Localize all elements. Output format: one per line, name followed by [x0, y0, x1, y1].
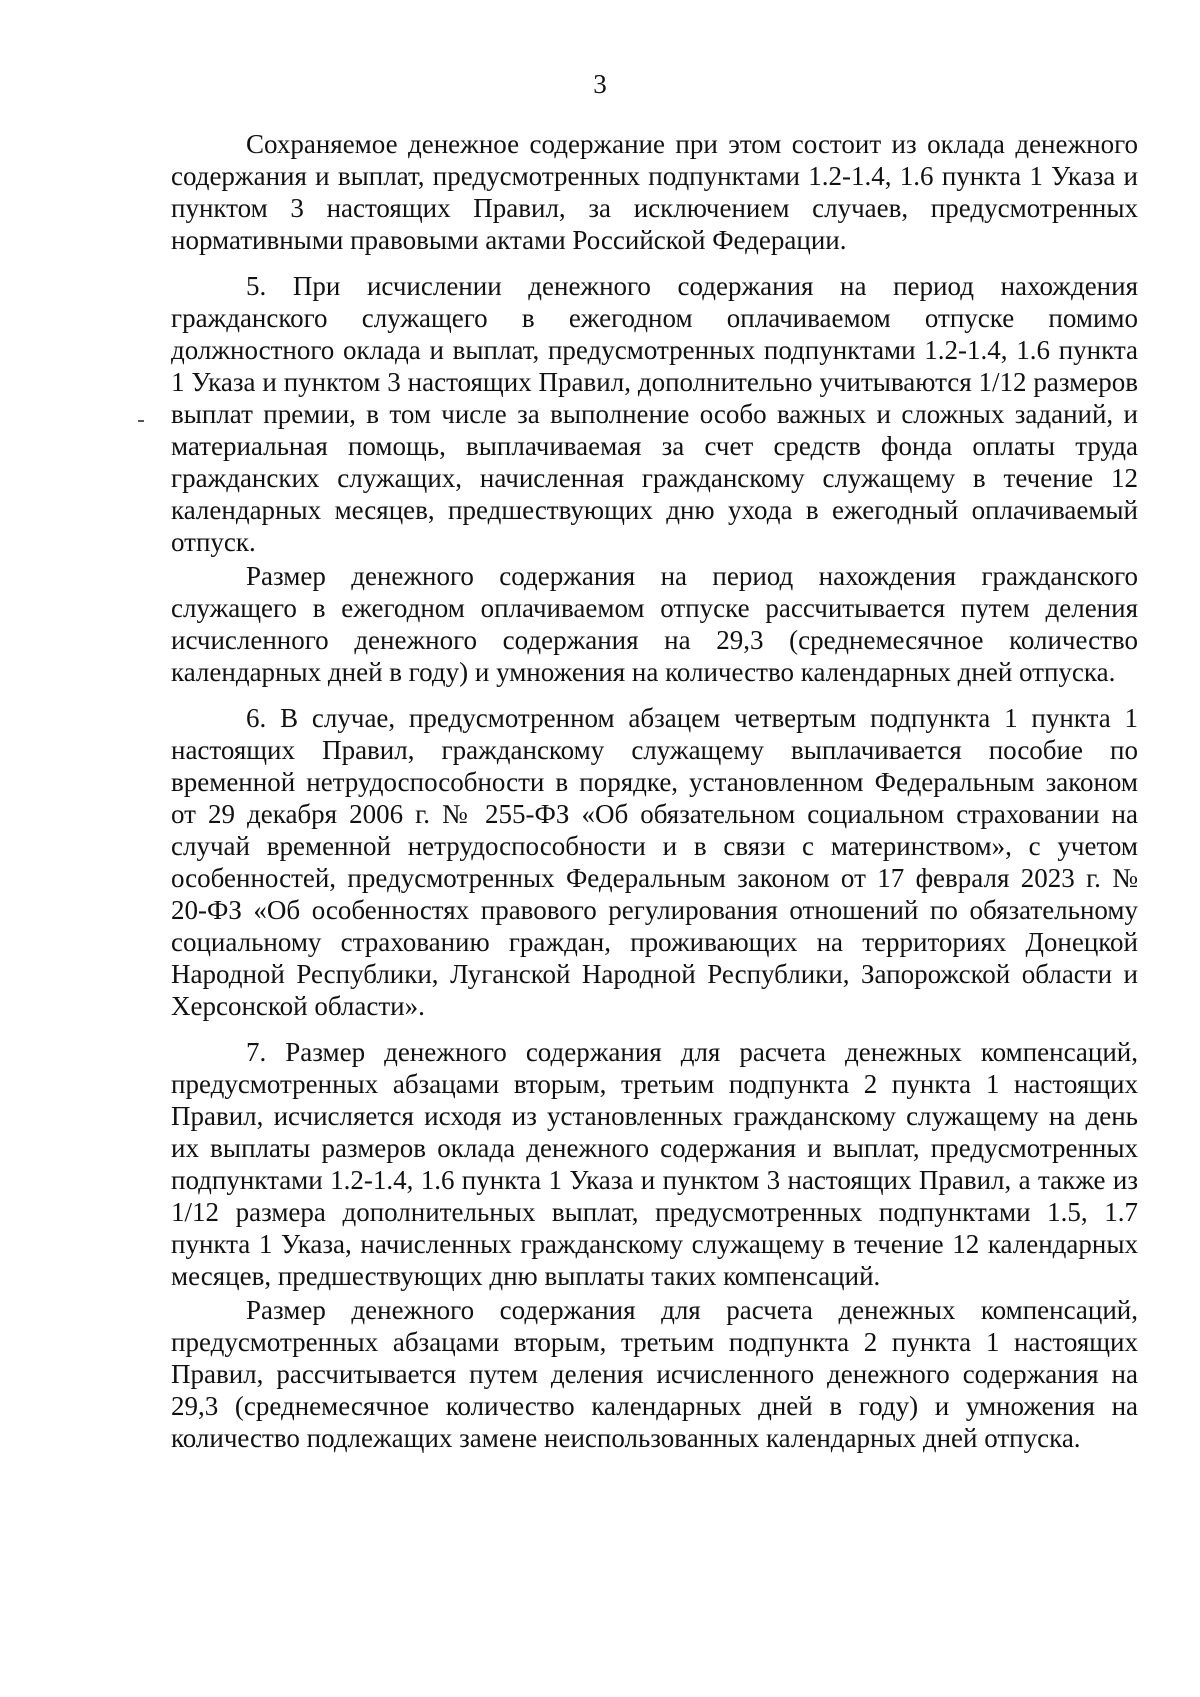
page-number: 3	[593, 69, 607, 99]
margin-mark	[138, 420, 144, 422]
paragraph-5-vacation-calculation: 5. При исчислении денежного содержания на период нахождения гражданского служащего в ежегодном оплачиваемом отпуске помимо должностного оклада и выплат, предусмотренных подпунктами 1.2-1.4, 1.6 пункта 1 Указа и пунктом 3 настоящих Правил, дополнительно учитываются 1/12 размеров выплат премии, в том числе за выполнение особо важных и сложных заданий, и материальная помощь, выплачиваемая за счет средств фонда оплаты труда гражданских служащих, начисленная гражданскому служащему в течение 12 календарных месяцев, предшествующих дню ухода в ежегодный оплачиваемый отпуск.	[171, 271, 1138, 557]
paragraph-compensation-salary-size: Размер денежного содержания для расчета денежных компенсаций, предусмотренных абзацами вторым, третьим подпункта 2 пункта 1 настоящих Правил, рассчитывается путем деления исчисленного денежного содержания на 29,3 (среднемесячное количество календарных дней в году) и умножения на количество подлежащих замене неиспользованных календарных дней отпуска.	[171, 1295, 1138, 1453]
paragraph-6-disability-benefit: 6. В случае, предусмотренном абзацем четвертым подпункта 1 пункта 1 настоящих Правил, гражданскому служащему выплачивается пособие по временной нетрудоспособности в порядке, установленном Федеральным законом от 29 декабря 2006 г. № 255-ФЗ «Об обязательном социальном страховании на случай временной нетрудоспособности и в связи с материнством», с учетом особенностей, предусмотренных Федеральным законом от 17 февраля 2023 г. № 20-ФЗ «Об особенностях правового регулирования отношений по обязательному социальному страхованию граждан, проживающих на территориях Донецкой Народной Республики, Луганской Народной Республики, Запорожской области и Херсонской области».	[171, 703, 1138, 1021]
paragraph-retained-salary: Сохраняемое денежное содержание при этом состоит из оклада денежного содержания и выплат, предусмотренных подпунктами 1.2-1.4, 1.6 пункта 1 Указа и пунктом 3 настоящих Правил, за исключением случаев, предусмотренных нормативными правовыми актами Российской Федерации.	[171, 129, 1138, 255]
paragraph-7-compensation-calculation: 7. Размер денежного содержания для расчета денежных компенсаций, предусмотренных абзацами вторым, третьим подпункта 2 пункта 1 настоящих Правил, исчисляется исходя из установленных гражданскому служащему на день их выплаты размеров оклада денежного содержания и выплат, предусмотренных подпунктами 1.2-1.4, 1.6 пункта 1 Указа и пунктом 3 настоящих Правил, а также из 1/12 размера дополнительных выплат, предусмотренных подпунктами 1.5, 1.7 пункта 1 Указа, начисленных гражданскому служащему в течение 12 календарных месяцев, предшествующих дню выплаты таких компенсаций.	[171, 1037, 1138, 1291]
paragraph-vacation-salary-size: Размер денежного содержания на период нахождения гражданского служащего в ежегодном оплачиваемом отпуске рассчитывается путем деления исчисленного денежного содержания на 29,3 (среднемесячное количество календарных дней в году) и умножения на количество календарных дней отпуска.	[171, 561, 1138, 687]
document-body	[171, 128, 1138, 1454]
